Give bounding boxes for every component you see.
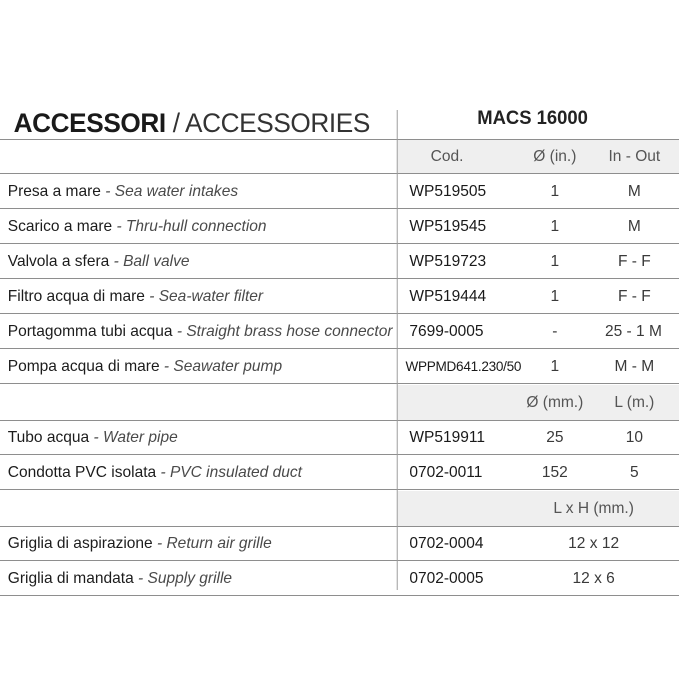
row-label <box>8 210 267 243</box>
label-italian: Condotta PVC isolata <box>7 464 157 481</box>
column-header-b <box>0 385 679 421</box>
label-english: Seawater pump <box>173 358 283 375</box>
row-diameter: 25 <box>546 429 564 446</box>
label-separator: - <box>144 288 159 305</box>
label-english: Water pipe <box>102 429 178 446</box>
table-row <box>0 210 679 244</box>
row-code: WPPMD641.230/50 <box>405 358 522 374</box>
label-separator: - <box>152 535 167 552</box>
row-size: 12 x 6 <box>572 570 615 587</box>
col-diameter-in-header: Ø (in.) <box>533 148 577 165</box>
label-english: Thru-hull connection <box>125 218 267 235</box>
row-code: 0702-0005 <box>409 570 484 587</box>
col-code-header: Cod. <box>430 148 464 165</box>
label-separator: - <box>89 429 103 446</box>
row-length: 10 <box>625 429 644 446</box>
row-inout: 25 - 1 M <box>604 323 662 340</box>
title-row <box>0 104 679 140</box>
label-separator: - <box>159 358 174 375</box>
title-italian: ACCESSORI <box>13 108 166 138</box>
row-length: 5 <box>630 464 639 481</box>
row-size: 12 x 12 <box>568 535 620 552</box>
column-header-c <box>0 491 679 527</box>
column-header-a <box>0 140 679 174</box>
model-name: MACS 16000 <box>477 108 588 129</box>
label-english: Supply grille <box>147 570 233 587</box>
table-row <box>0 315 679 349</box>
label-separator: - <box>156 464 170 481</box>
table-row <box>0 280 679 314</box>
label-english: Ball valve <box>123 253 190 270</box>
col-length-header: L (m.) <box>614 394 655 411</box>
row-code: 7699-0005 <box>409 323 484 340</box>
row-code: WP519545 <box>409 218 487 235</box>
row-label <box>8 527 272 560</box>
label-english: PVC insulated duct <box>169 464 302 481</box>
table-row <box>0 350 679 384</box>
row-diameter: 1 <box>550 358 560 375</box>
label-separator: - <box>133 570 148 587</box>
row-label <box>8 175 238 208</box>
row-inout: F - F <box>617 288 651 305</box>
row-label <box>8 245 190 278</box>
row-diameter: - <box>552 323 558 340</box>
row-diameter: 1 <box>550 288 560 305</box>
row-code: WP519723 <box>409 253 487 270</box>
label-english: Sea-water filter <box>158 288 264 305</box>
table-row <box>0 175 679 209</box>
row-inout: M - M <box>614 358 655 375</box>
label-separator: - <box>100 183 115 200</box>
label-italian: Tubo acqua <box>7 429 90 446</box>
row-diameter: 152 <box>541 464 568 481</box>
label-italian: Pompa acqua di mare <box>7 358 160 375</box>
row-inout: F - F <box>617 253 651 270</box>
label-separator: - <box>109 253 124 270</box>
row-code: 0702-0011 <box>409 464 483 481</box>
label-italian: Portagomma tubi acqua <box>7 323 173 340</box>
label-english: Sea water intakes <box>114 183 239 200</box>
row-diameter: 1 <box>550 183 560 200</box>
label-italian: Filtro acqua di mare <box>7 288 145 305</box>
label-english: Straight brass hose connector <box>186 323 393 340</box>
row-label <box>8 280 263 313</box>
table-row <box>0 527 679 561</box>
label-italian: Valvola a sfera <box>7 253 110 270</box>
col-size-header: L x H (mm.) <box>553 500 634 517</box>
label-italian: Presa a mare <box>7 183 101 200</box>
row-diameter: 1 <box>550 218 560 235</box>
label-italian: Griglia di aspirazione <box>7 535 153 552</box>
row-label <box>8 456 302 489</box>
row-code: 0702-0004 <box>409 535 484 552</box>
row-inout: M <box>627 183 641 200</box>
label-english: Return air grille <box>166 535 272 552</box>
label-separator: - <box>172 323 187 340</box>
table-row <box>0 456 679 490</box>
row-label <box>8 562 232 595</box>
label-italian: Scarico a mare <box>7 218 113 235</box>
table-row <box>0 245 679 279</box>
column-divider <box>397 110 398 590</box>
row-code: WP519444 <box>409 288 487 305</box>
row-label <box>8 350 282 383</box>
row-inout: M <box>627 218 641 235</box>
col-inout-header: In - Out <box>608 148 661 165</box>
col-diameter-mm-header: Ø (mm.) <box>526 394 584 411</box>
title-english: / ACCESSORIES <box>165 108 370 138</box>
row-label <box>8 315 393 348</box>
label-separator: - <box>112 218 126 235</box>
row-diameter: 1 <box>550 253 560 270</box>
label-italian: Griglia di mandata <box>7 570 134 587</box>
row-code: WP519505 <box>409 183 487 200</box>
table-row <box>0 421 679 455</box>
row-label <box>8 421 178 454</box>
row-code: WP519911 <box>409 429 485 446</box>
table-row <box>0 562 679 596</box>
